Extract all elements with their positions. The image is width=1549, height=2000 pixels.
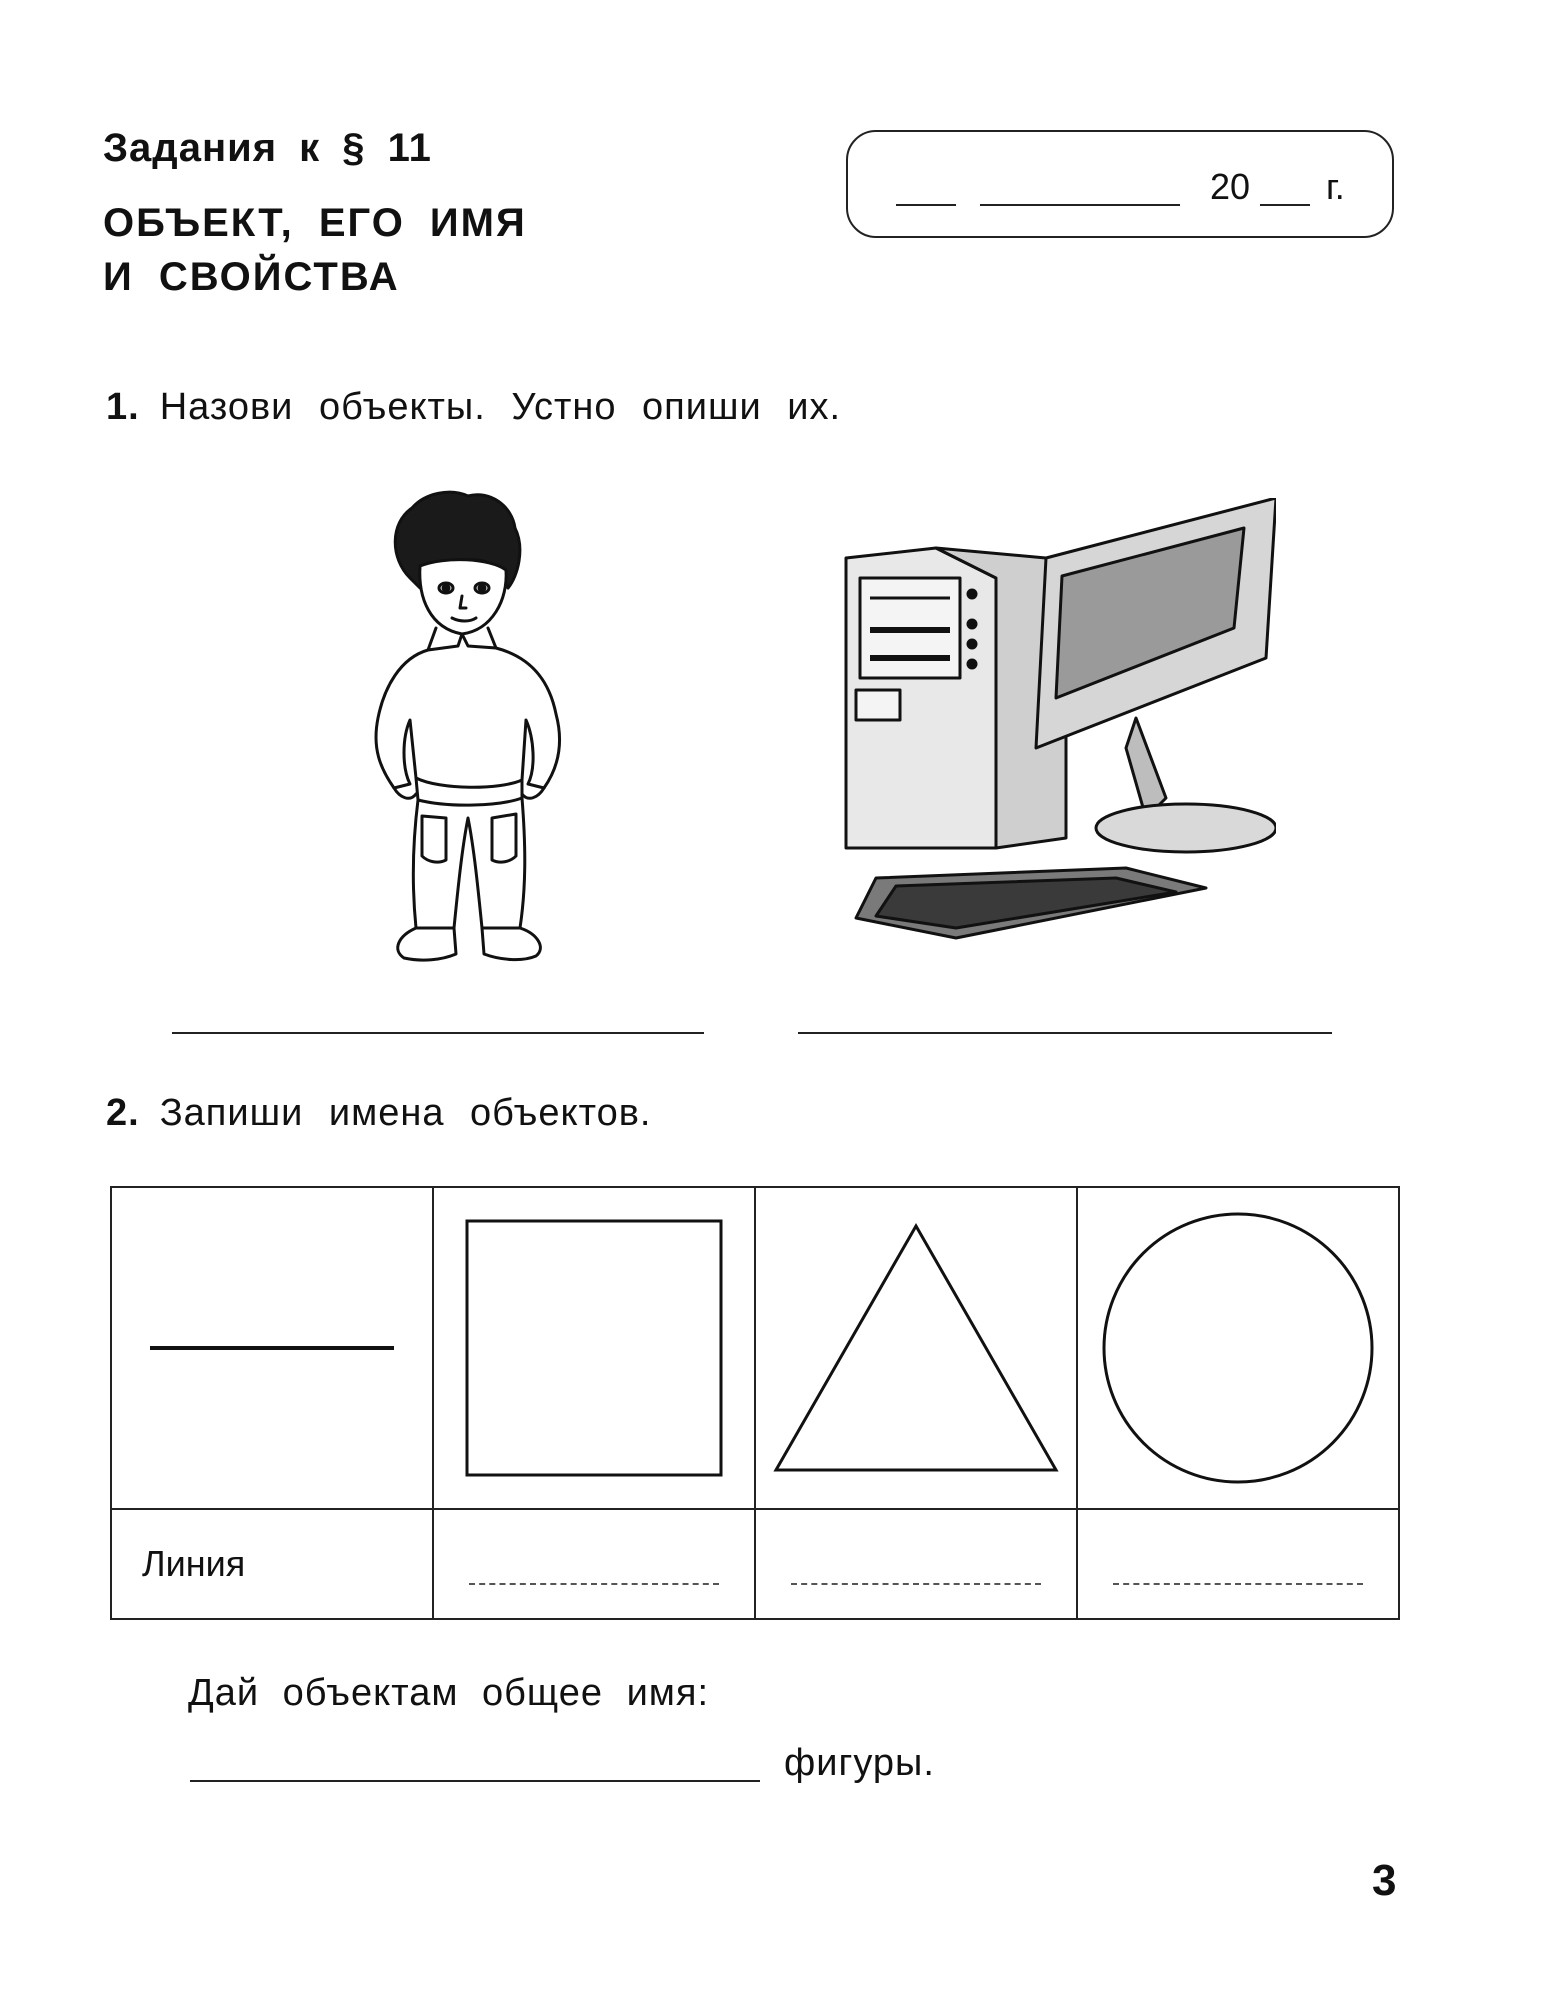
task-1 [106, 386, 841, 429]
name-cell-line [111, 1509, 433, 1619]
triangle-shape [766, 1218, 1066, 1478]
date-box [846, 130, 1394, 238]
summary-prompt: Дай объектам общее имя: [188, 1672, 710, 1714]
year-prefix: 20 [1210, 166, 1251, 207]
shapes-row [111, 1187, 1399, 1509]
task-2-number: 2. [106, 1092, 140, 1134]
year-blank[interactable] [1260, 204, 1310, 206]
name-cell-circle[interactable] [1077, 1509, 1399, 1619]
task-2-text: Запиши имена объектов. [159, 1092, 652, 1134]
common-name-suffix: фигуры. [784, 1742, 935, 1784]
name-blank-triangle[interactable] [791, 1583, 1041, 1585]
boy-illustration [350, 488, 590, 970]
line-shape [142, 1338, 402, 1358]
square-shape [459, 1213, 729, 1483]
title-line-1: ОБЪЕКТ, ЕГО ИМЯ [103, 201, 527, 245]
common-name-blank[interactable] [190, 1780, 760, 1782]
triangle-cell [755, 1187, 1077, 1509]
page-title [103, 196, 527, 304]
name-cell-square[interactable] [433, 1509, 755, 1619]
line-cell [111, 1187, 433, 1509]
circle-shape [1098, 1208, 1378, 1488]
circle-cell [1077, 1187, 1399, 1509]
task-1-number: 1. [106, 386, 140, 428]
name-cell-triangle[interactable] [755, 1509, 1077, 1619]
title-line-2: И СВОЙСТВА [103, 255, 400, 299]
answer-line-boy[interactable] [172, 1032, 704, 1034]
task-reference: Задания к § 11 [103, 126, 432, 170]
task-2 [106, 1092, 651, 1135]
name-blank-square[interactable] [469, 1583, 719, 1585]
names-row [111, 1509, 1399, 1619]
square-cell [433, 1187, 755, 1509]
month-blank[interactable] [980, 204, 1180, 206]
computer-illustration [836, 498, 1276, 950]
page-number: 3 [1372, 1856, 1397, 1905]
answer-line-computer[interactable] [798, 1032, 1332, 1034]
year-suffix: г. [1326, 166, 1345, 207]
shapes-table [110, 1186, 1400, 1620]
day-blank[interactable] [896, 204, 956, 206]
name-line: Линия [142, 1543, 246, 1584]
task-1-text: Назови объекты. Устно опиши их. [159, 386, 842, 428]
name-blank-circle[interactable] [1113, 1583, 1363, 1585]
